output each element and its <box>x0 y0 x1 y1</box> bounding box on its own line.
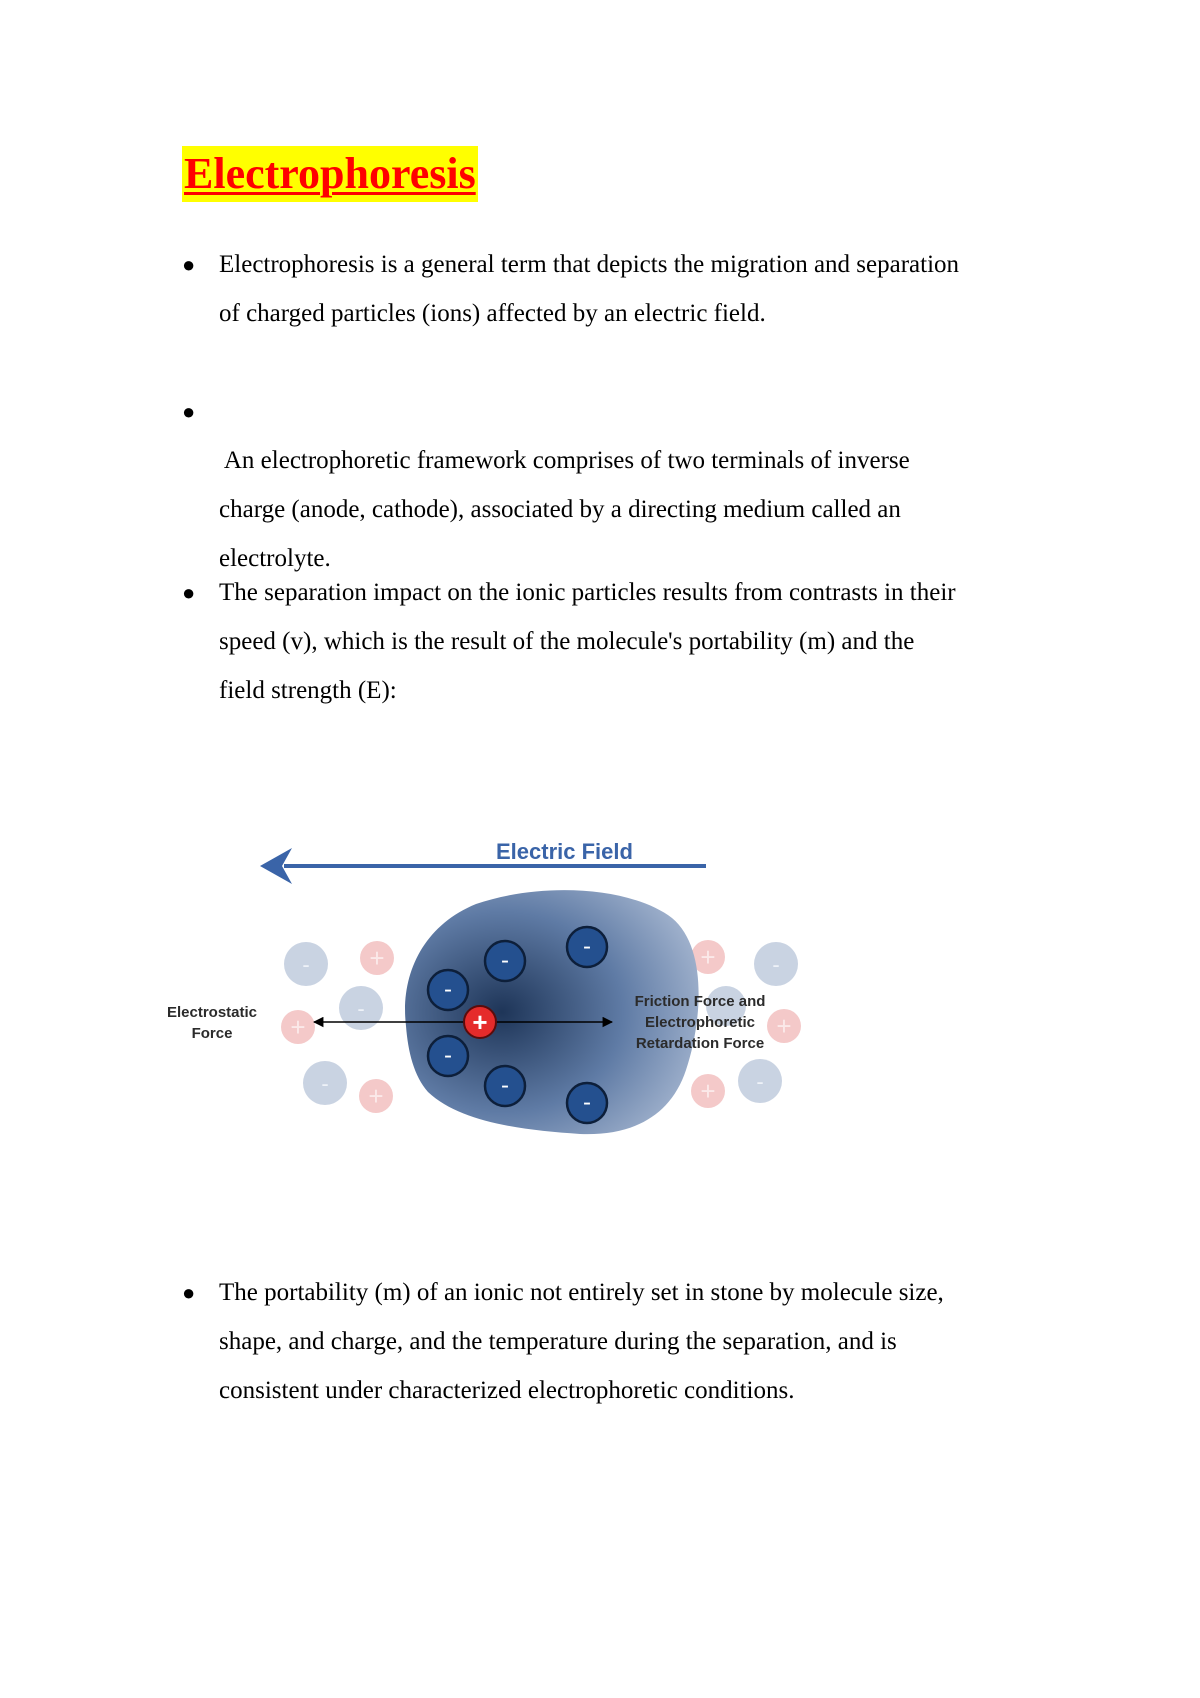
bullet-point-2 <box>182 387 1082 583</box>
plus-sign: + <box>700 942 716 972</box>
bullet-marker: ● <box>182 580 196 605</box>
bullet-text <box>219 387 1079 583</box>
minus-sign: - <box>444 976 452 1003</box>
central-cation <box>464 1006 496 1038</box>
bullet-line: Electrophoresis is a general term that depicts the migration and separation <box>219 251 960 278</box>
bullet-marker: ● <box>182 399 196 424</box>
plus-sign: + <box>290 1012 306 1042</box>
minus-sign: - <box>583 933 591 960</box>
bullet-line: electrolyte. <box>219 545 331 572</box>
bullet-line: of charged particles (ions) affected by an electric field. <box>219 300 766 327</box>
bullet-line: An electrophoretic framework comprises of two terminals of inverse <box>219 447 910 474</box>
bullet-line: The separation impact on the ionic particles results from contrasts in their <box>219 579 956 606</box>
minus-sign: - <box>444 1042 452 1069</box>
bullet-point-3 <box>182 568 1082 715</box>
electrostatic-force-label-line1: Electrostatic <box>166 1004 258 1021</box>
bullet-text <box>219 1268 1079 1415</box>
bullet-line: The portability (m) of an ionic not entirely set in stone by molecule size, <box>219 1279 944 1306</box>
bullet-point-1 <box>182 240 1082 338</box>
electrostatic-force-label-line2: Force <box>191 1025 233 1042</box>
bullet-line: shape, and charge, and the temperature during the separation, and is <box>219 1328 897 1355</box>
plus-sign: + <box>776 1011 792 1041</box>
minus-sign: - <box>756 1069 764 1094</box>
plus-sign: + <box>369 943 385 973</box>
friction-force-label-line2: Electrophoretic <box>644 1014 756 1031</box>
minus-sign: - <box>583 1089 591 1116</box>
minus-sign: - <box>321 1071 329 1096</box>
bullet-line: field strength (E): <box>219 677 397 704</box>
electric-field-arrow <box>260 848 706 884</box>
ion-cloud <box>405 890 699 1134</box>
friction-force-label-line3: Retardation Force <box>635 1035 765 1052</box>
bullet-point-4 <box>182 1268 1082 1415</box>
bullet-text <box>219 240 1079 338</box>
faded-ions-left <box>281 941 394 1113</box>
document-title: Electrophoresis <box>182 146 478 202</box>
minus-sign: - <box>357 996 365 1021</box>
bullet-line: charge (anode, cathode), associated by a directing medium called an <box>219 496 901 523</box>
bullet-line: consistent under characterized electrophoretic conditions. <box>219 1377 795 1404</box>
plus-sign: + <box>368 1081 384 1111</box>
bullet-text <box>219 568 1079 715</box>
bullet-marker: ● <box>182 252 196 277</box>
plus-sign: + <box>700 1076 716 1106</box>
minus-sign: - <box>501 947 509 974</box>
minus-sign: - <box>772 952 780 977</box>
diagram-canvas <box>160 800 820 1140</box>
minus-sign: - <box>302 952 310 977</box>
plus-sign: + <box>472 1007 488 1037</box>
electric-field-label: Electric Field <box>496 839 633 864</box>
bullet-marker: ● <box>182 1280 196 1305</box>
friction-force-label-line1: Friction Force and <box>634 993 766 1010</box>
electrophoresis-diagram <box>160 800 820 1140</box>
bullet-line: speed (v), which is the result of the molecule's portability (m) and the <box>219 628 915 655</box>
minus-sign: - <box>501 1072 509 1099</box>
